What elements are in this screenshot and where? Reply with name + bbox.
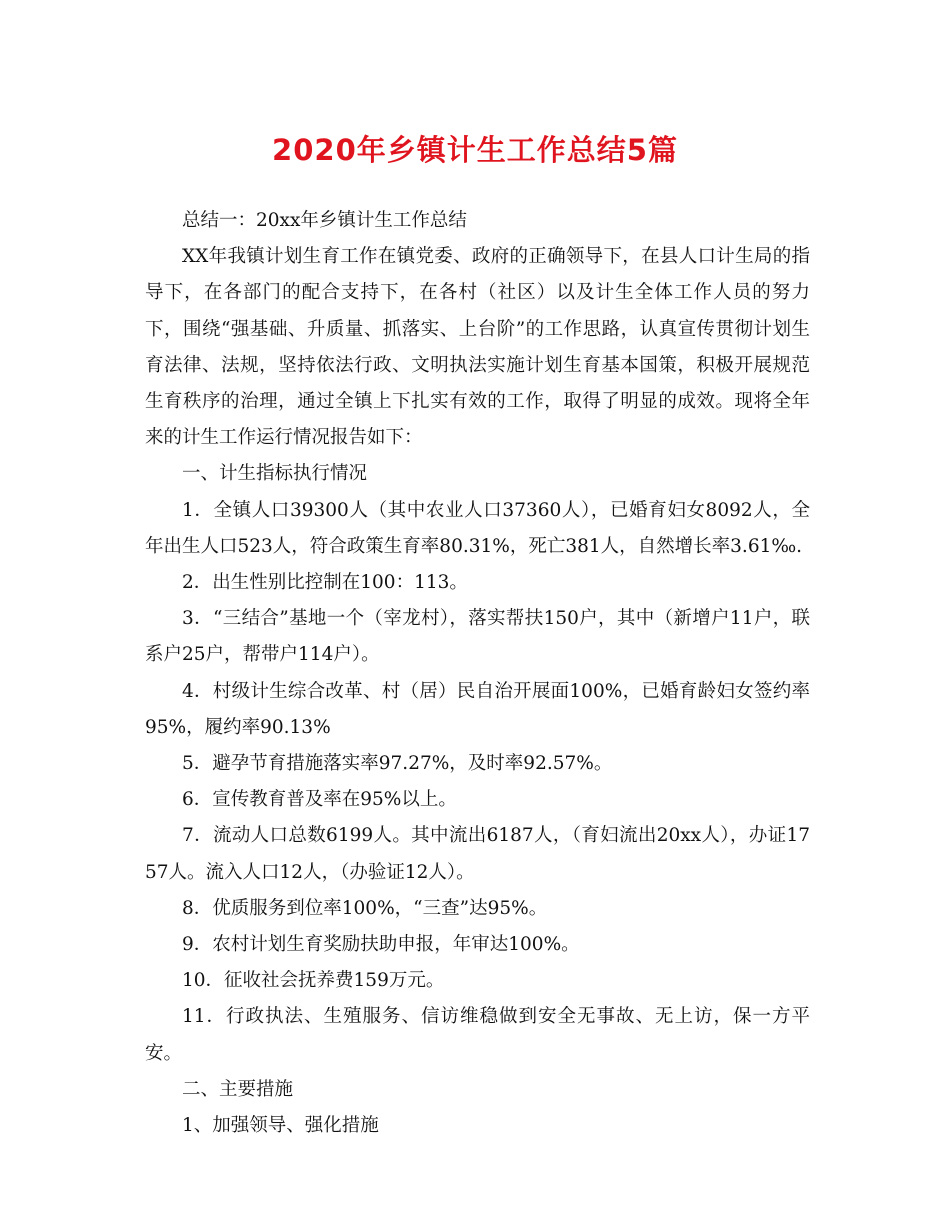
list-item-4: 4．村级计生综合改革、村（居）民自治开展面100%，已婚育龄妇女签约率95%，履约率90.13% — [145, 680, 810, 738]
document-title: 2020年乡镇计生工作总结5篇 — [272, 133, 678, 167]
list-item-6: 6．宣传教育普及率在95%以上。 — [182, 789, 457, 811]
subsection-heading-leadership: 1、加强领导、强化措施 — [182, 1115, 379, 1137]
list-item-11: 11．行政执法、生殖服务、信访维稳做到安全无事故、无上访，保一方平安。 — [145, 1006, 810, 1064]
intro-paragraph: XX年我镇计划生育工作在镇党委、政府的正确领导下，在县人口计生局的指导下，在各部门的配合支持下，在各村（社区）以及计生全体工作人员的努力下，围绕“强基础、升质量、抓落实、上台阶”的工作思路，认真宣传贯彻计划生育法律、法规，坚持依法行政、文明执法实施计划生育基本国策，积极开展规范生育秩序的治理，通过全镇上下扎实有效的工作，取得了明显的成效。现将全年来的计生工作运行情况报告如下： — [145, 246, 810, 449]
list-item-3: 3．“三结合”基地一个（宰龙村），落实帮扶150户，其中（新增户11户，联系户25户，帮带户114户）。 — [145, 608, 810, 666]
list-item-5: 5．避孕节育措施落实率97.27%，及时率92.57%。 — [182, 753, 613, 775]
list-item-8: 8．优质服务到位率100%，“三查”达95%。 — [182, 897, 548, 919]
list-item-10: 10．征收社会抚养费159万元。 — [182, 970, 445, 992]
section-heading-summary-one: 总结一：20xx年乡镇计生工作总结 — [182, 210, 467, 231]
list-item-2: 2．出生性别比控制在100：113。 — [182, 572, 468, 594]
document-body — [145, 203, 810, 1144]
list-item-7: 7．流动人口总数6199人。其中流出6187人，（育妇流出20xx人），办证1757人。流入人口12人，（办验证12人）。 — [145, 825, 810, 883]
section-heading-measures: 二、主要措施 — [182, 1078, 294, 1100]
list-item-9: 9．农村计划生育奖励扶助申报，年审达100%。 — [182, 934, 580, 956]
list-item-1: 1．全镇人口39300人（其中农业人口37360人），已婚育妇女8092人，全年出生人口523人，符合政策生育率80.31%，死亡381人，自然增长率3.61‰. — [145, 499, 810, 557]
section-heading-indicators: 一、计生指标执行情况 — [182, 463, 368, 485]
